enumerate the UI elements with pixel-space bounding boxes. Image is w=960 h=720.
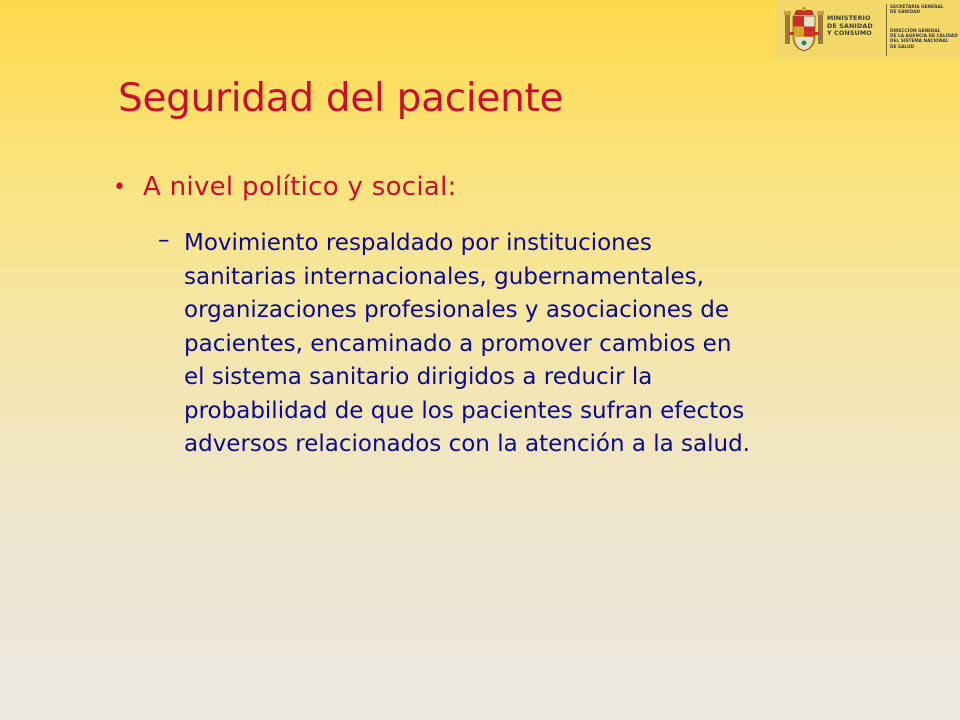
paragraph-line: el sistema sanitario dirigidos a reducir la <box>184 364 653 390</box>
subbullet-paragraph <box>184 227 884 462</box>
coat-of-arms-icon <box>783 6 825 54</box>
ministry-name <box>827 15 883 38</box>
paragraph-line: sanitarias internacionales, gubernamentales, <box>184 263 704 290</box>
direccion-general <box>890 29 958 50</box>
paragraph-line: probabilidad de que los pacientes sufran efectos <box>184 397 745 424</box>
paragraph-line: adversos relacionados con la atención a la salud. <box>184 431 750 457</box>
secretaria-line: DE SANIDAD <box>890 10 921 16</box>
logo-divider <box>886 4 887 56</box>
bullet-marker: • <box>113 175 126 200</box>
subbullet-marker: – <box>158 227 170 253</box>
bullet-text: A nivel político y social: <box>143 172 457 202</box>
direccion-line: DE SALUD <box>890 44 915 50</box>
paragraph-line: Movimiento respaldado por instituciones <box>184 230 652 256</box>
ministry-line: DE SANIDAD <box>827 21 873 30</box>
secretaria-general <box>890 5 958 16</box>
slide-title: Seguridad del paciente <box>118 76 564 121</box>
ministry-line: MINISTERIO <box>827 14 871 22</box>
secretaria-line: SECRETARÍA GENERAL <box>890 5 944 10</box>
direccion-line: DEL SISTEMA NACIONAL <box>890 39 949 45</box>
direccion-line: DE LA AGENCIA DE CALIDAD <box>890 34 958 40</box>
paragraph-line: pacientes, encaminado a promover cambios en <box>184 330 732 357</box>
direccion-line: DIRECCIÓN GENERAL <box>890 29 941 34</box>
paragraph-line: organizaciones profesionales y asociaciones de <box>184 297 729 323</box>
ministry-line: Y CONSUMO <box>827 29 872 38</box>
ministry-logo <box>775 0 960 60</box>
